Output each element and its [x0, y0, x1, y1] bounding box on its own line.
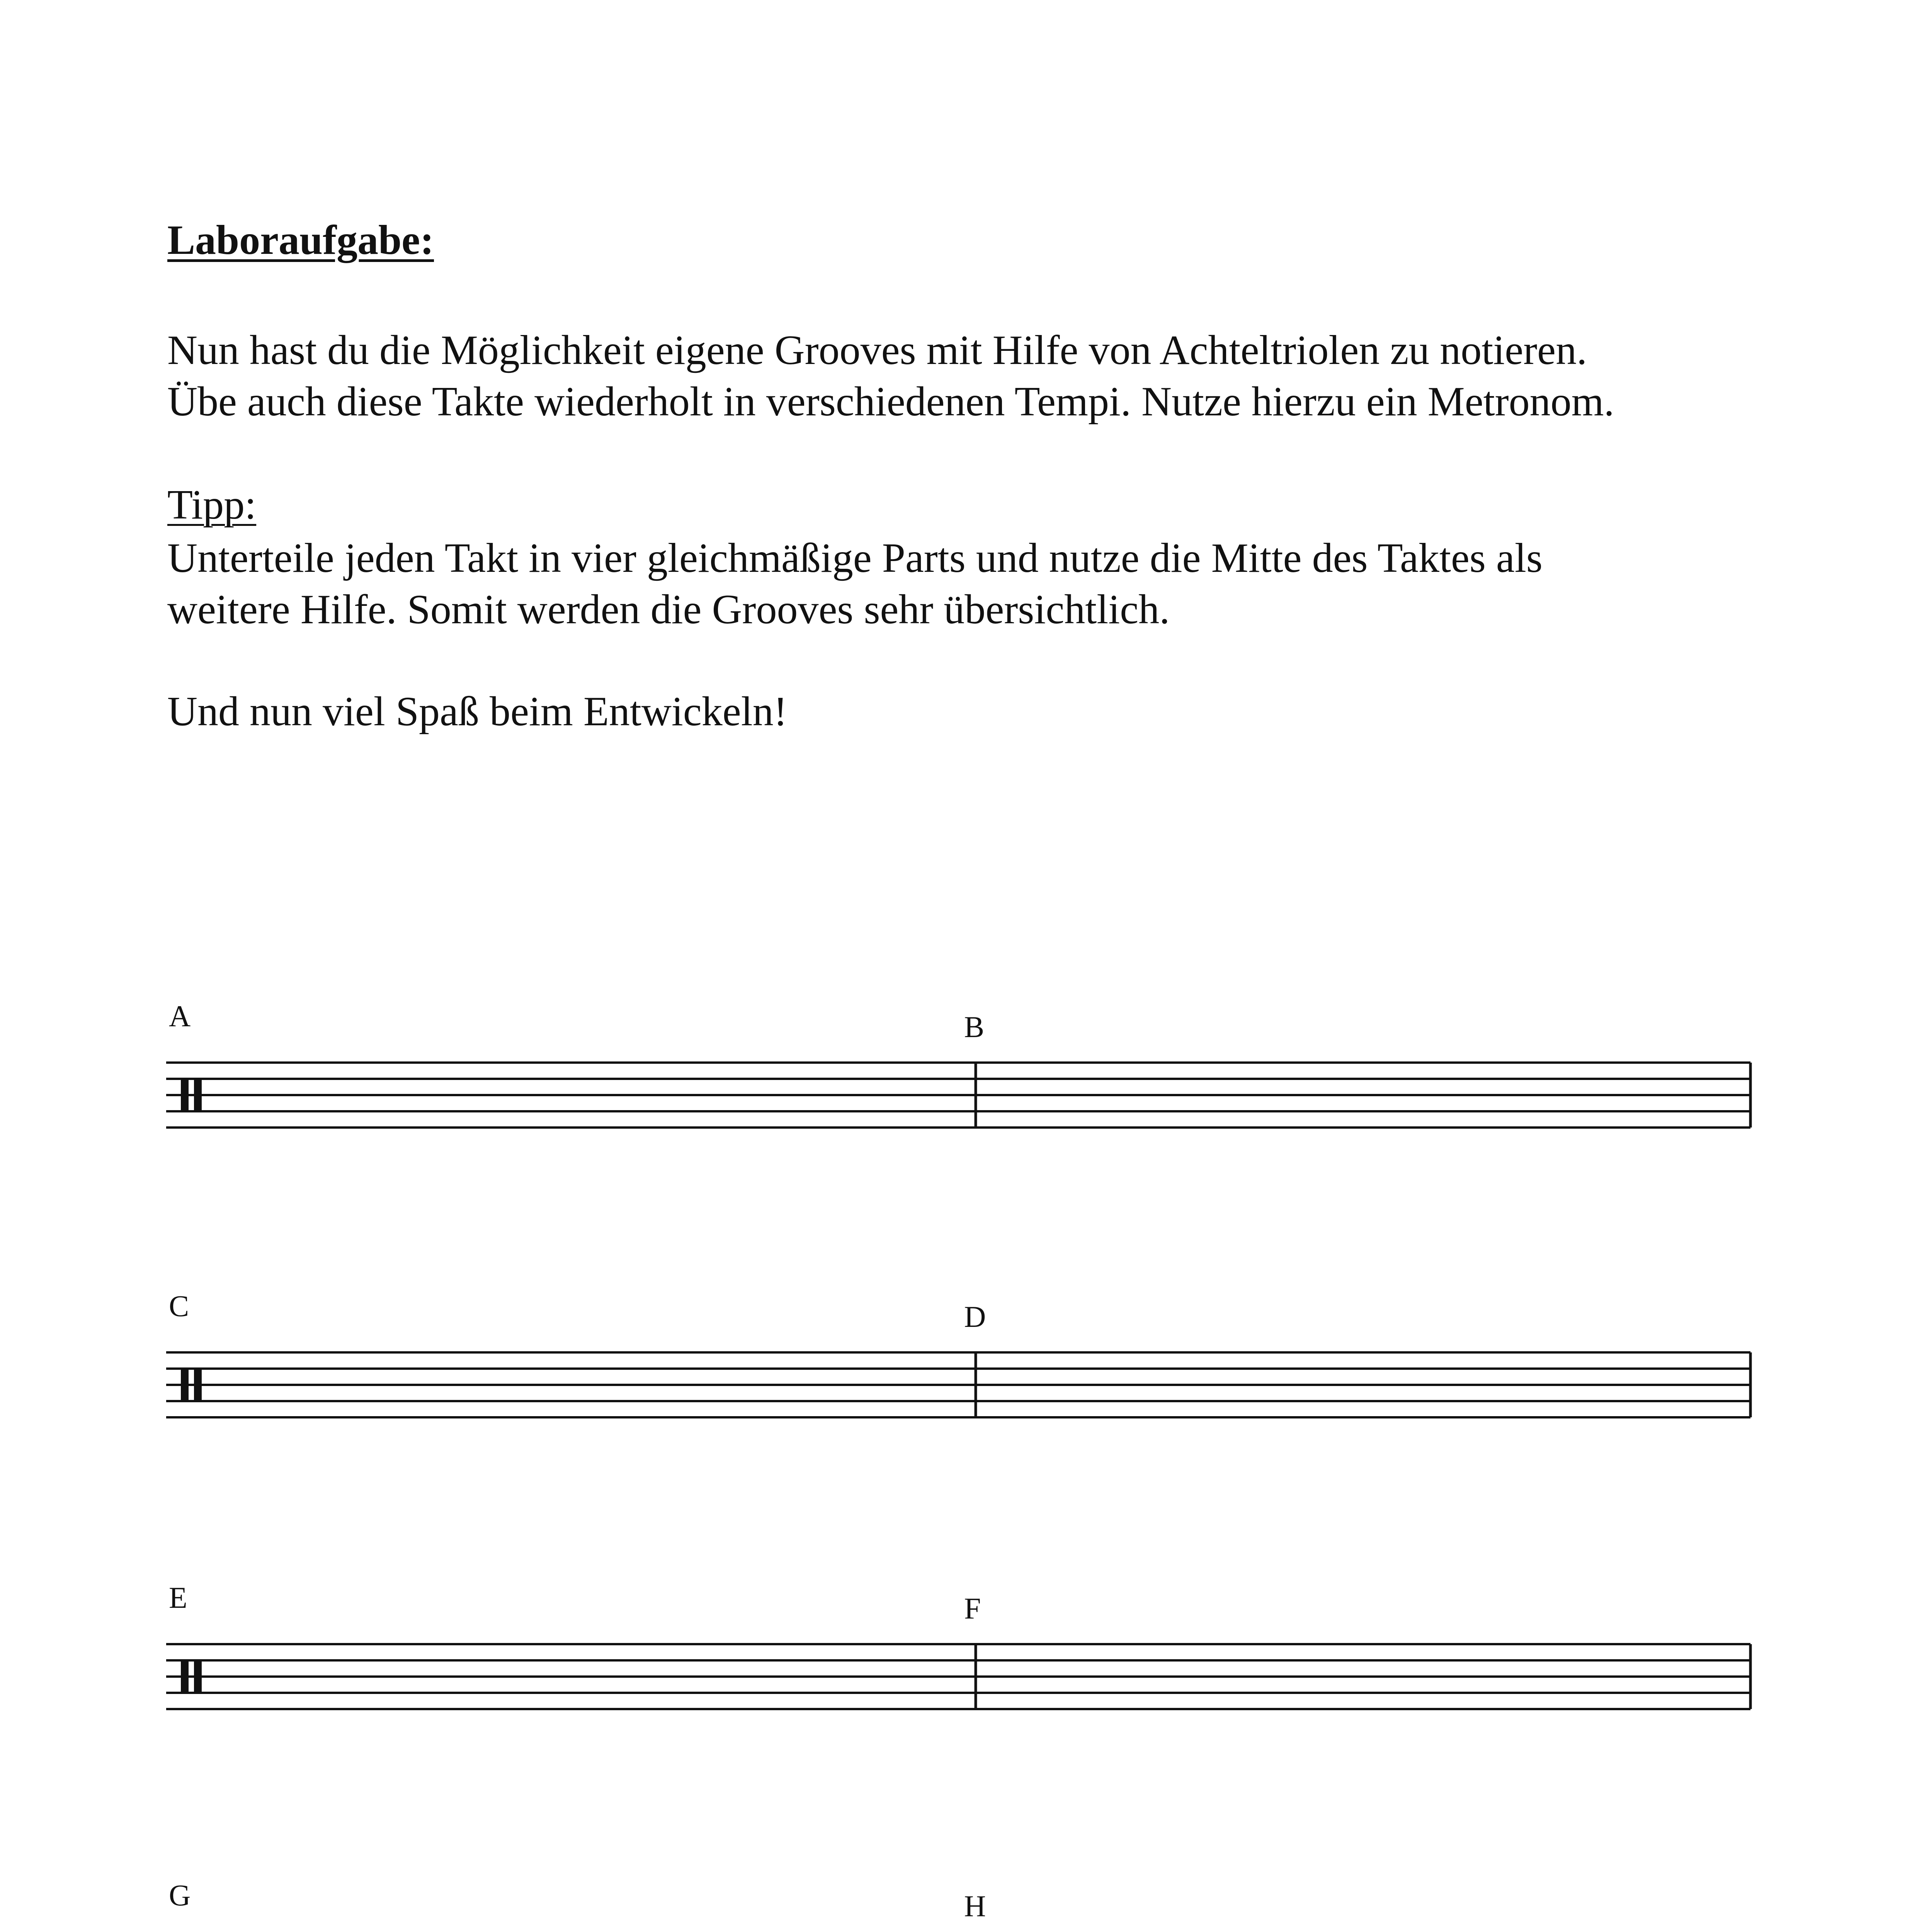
measure-label: H: [964, 1889, 986, 1923]
intro-paragraph: [167, 325, 1614, 427]
measure-label: D: [964, 1300, 986, 1333]
percussion-clef-icon: [181, 1369, 189, 1401]
percussion-staff: [0, 1580, 1917, 1735]
tip-line-1: Unterteile jeden Takt in vier gleichmäßige Parts und nutze die Mitte des Taktes als: [167, 535, 1543, 581]
measure-label: F: [964, 1592, 981, 1625]
intro-line-1: Nun hast du die Möglichkeit eigene Grooves mit Hilfe von Achteltriolen zu notieren.: [167, 327, 1587, 373]
percussion-staff: [0, 1289, 1917, 1443]
tip-label: Tipp:: [167, 482, 257, 528]
percussion-staff: [0, 999, 1917, 1153]
page-heading: Laboraufgabe:: [167, 217, 434, 263]
percussion-clef-icon: [194, 1369, 202, 1401]
percussion-staff: [0, 1878, 1917, 1932]
intro-line-2: Übe auch diese Takte wiederholt in verschiedenen Tempi. Nutze hierzu ein Metronom.: [167, 379, 1614, 425]
percussion-clef-icon: [194, 1660, 202, 1693]
closing-line: Und nun viel Spaß beim Entwickeln!: [167, 689, 788, 735]
staff-system: [0, 999, 1917, 1153]
tip-paragraph: [167, 532, 1543, 635]
measure-label: A: [169, 999, 191, 1033]
percussion-clef-icon: [194, 1079, 202, 1111]
measure-label: B: [964, 1010, 985, 1044]
percussion-clef-icon: [181, 1660, 189, 1693]
tip-line-2: weitere Hilfe. Somit werden die Grooves sehr übersichtlich.: [167, 587, 1170, 633]
staff-system: [0, 1878, 1917, 1932]
percussion-clef-icon: [181, 1079, 189, 1111]
measure-label: C: [169, 1289, 189, 1323]
staff-system: [0, 1289, 1917, 1443]
measure-label: G: [169, 1878, 191, 1912]
staff-system: [0, 1580, 1917, 1735]
measure-label: E: [169, 1581, 187, 1614]
